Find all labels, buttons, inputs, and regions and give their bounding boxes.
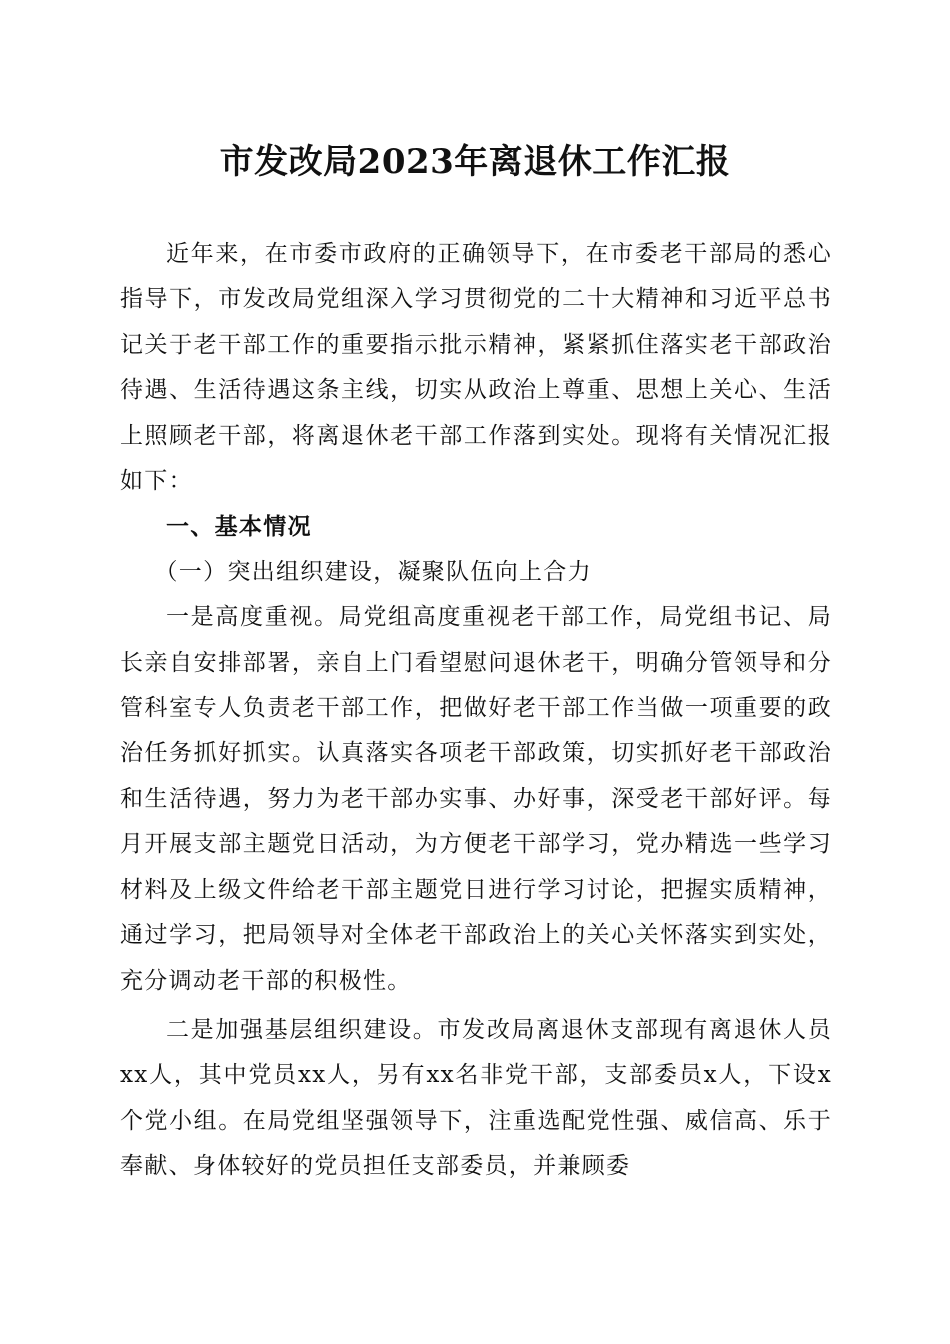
section-heading-basic-situation: 一、基本情况 bbox=[166, 513, 312, 541]
paragraph-high-priority: 一是高度重视。局党组高度重视老干部工作，局党组书记、局长亲自安排部署，亲自上门看望慰问退休老干，明确分管领导和分管科室专人负责老干部工作，把做好老干部工作当做一项重要的政治任务抓好抓实。认真落实各项老干部政策，切实抓好老干部政治和生活待遇，努力为老干部办实事、办好事，深受老干部好评。每月开展支部主题党日活动，为方便老干部学习，党办精选一些学习材料及上级文件给老干部主题党日进行学习讨论，把握实质精神，通过学习，把局领导对全体老干部政治上的关心关怀落实到实处，充分调动老干部的积极性。 bbox=[120, 604, 832, 994]
document-title: 市发改局2023年离退休工作汇报 bbox=[219, 142, 731, 182]
document-body bbox=[120, 232, 832, 1190]
paragraph-grassroots-organization: 二是加强基层组织建设。市发改局离退休支部现有离退休人员xx人，其中党员xx人，另有xx名非党干部，支部委员x人，下设x个党小组。在局党组坚强领导下，注重选配党性强、威信高、乐于奉献、身体较好的党员担任支部委员，并兼顾委 bbox=[120, 1016, 832, 1180]
subsection-heading-organization: （一）突出组织建设，凝聚队伍向上合力 bbox=[154, 558, 592, 585]
intro-paragraph: 近年来，在市委市政府的正确领导下，在市委老干部局的悉心指导下，市发改局党组深入学习贯彻党的二十大精神和习近平总书记关于老干部工作的重要指示批示精神，紧紧抓住落实老干部政治待遇、生活待遇这条主线，切实从政治上尊重、思想上关心、生活上照顾老干部，将离退休老干部工作落到实处。现将有关情况汇报如下： bbox=[120, 241, 832, 495]
